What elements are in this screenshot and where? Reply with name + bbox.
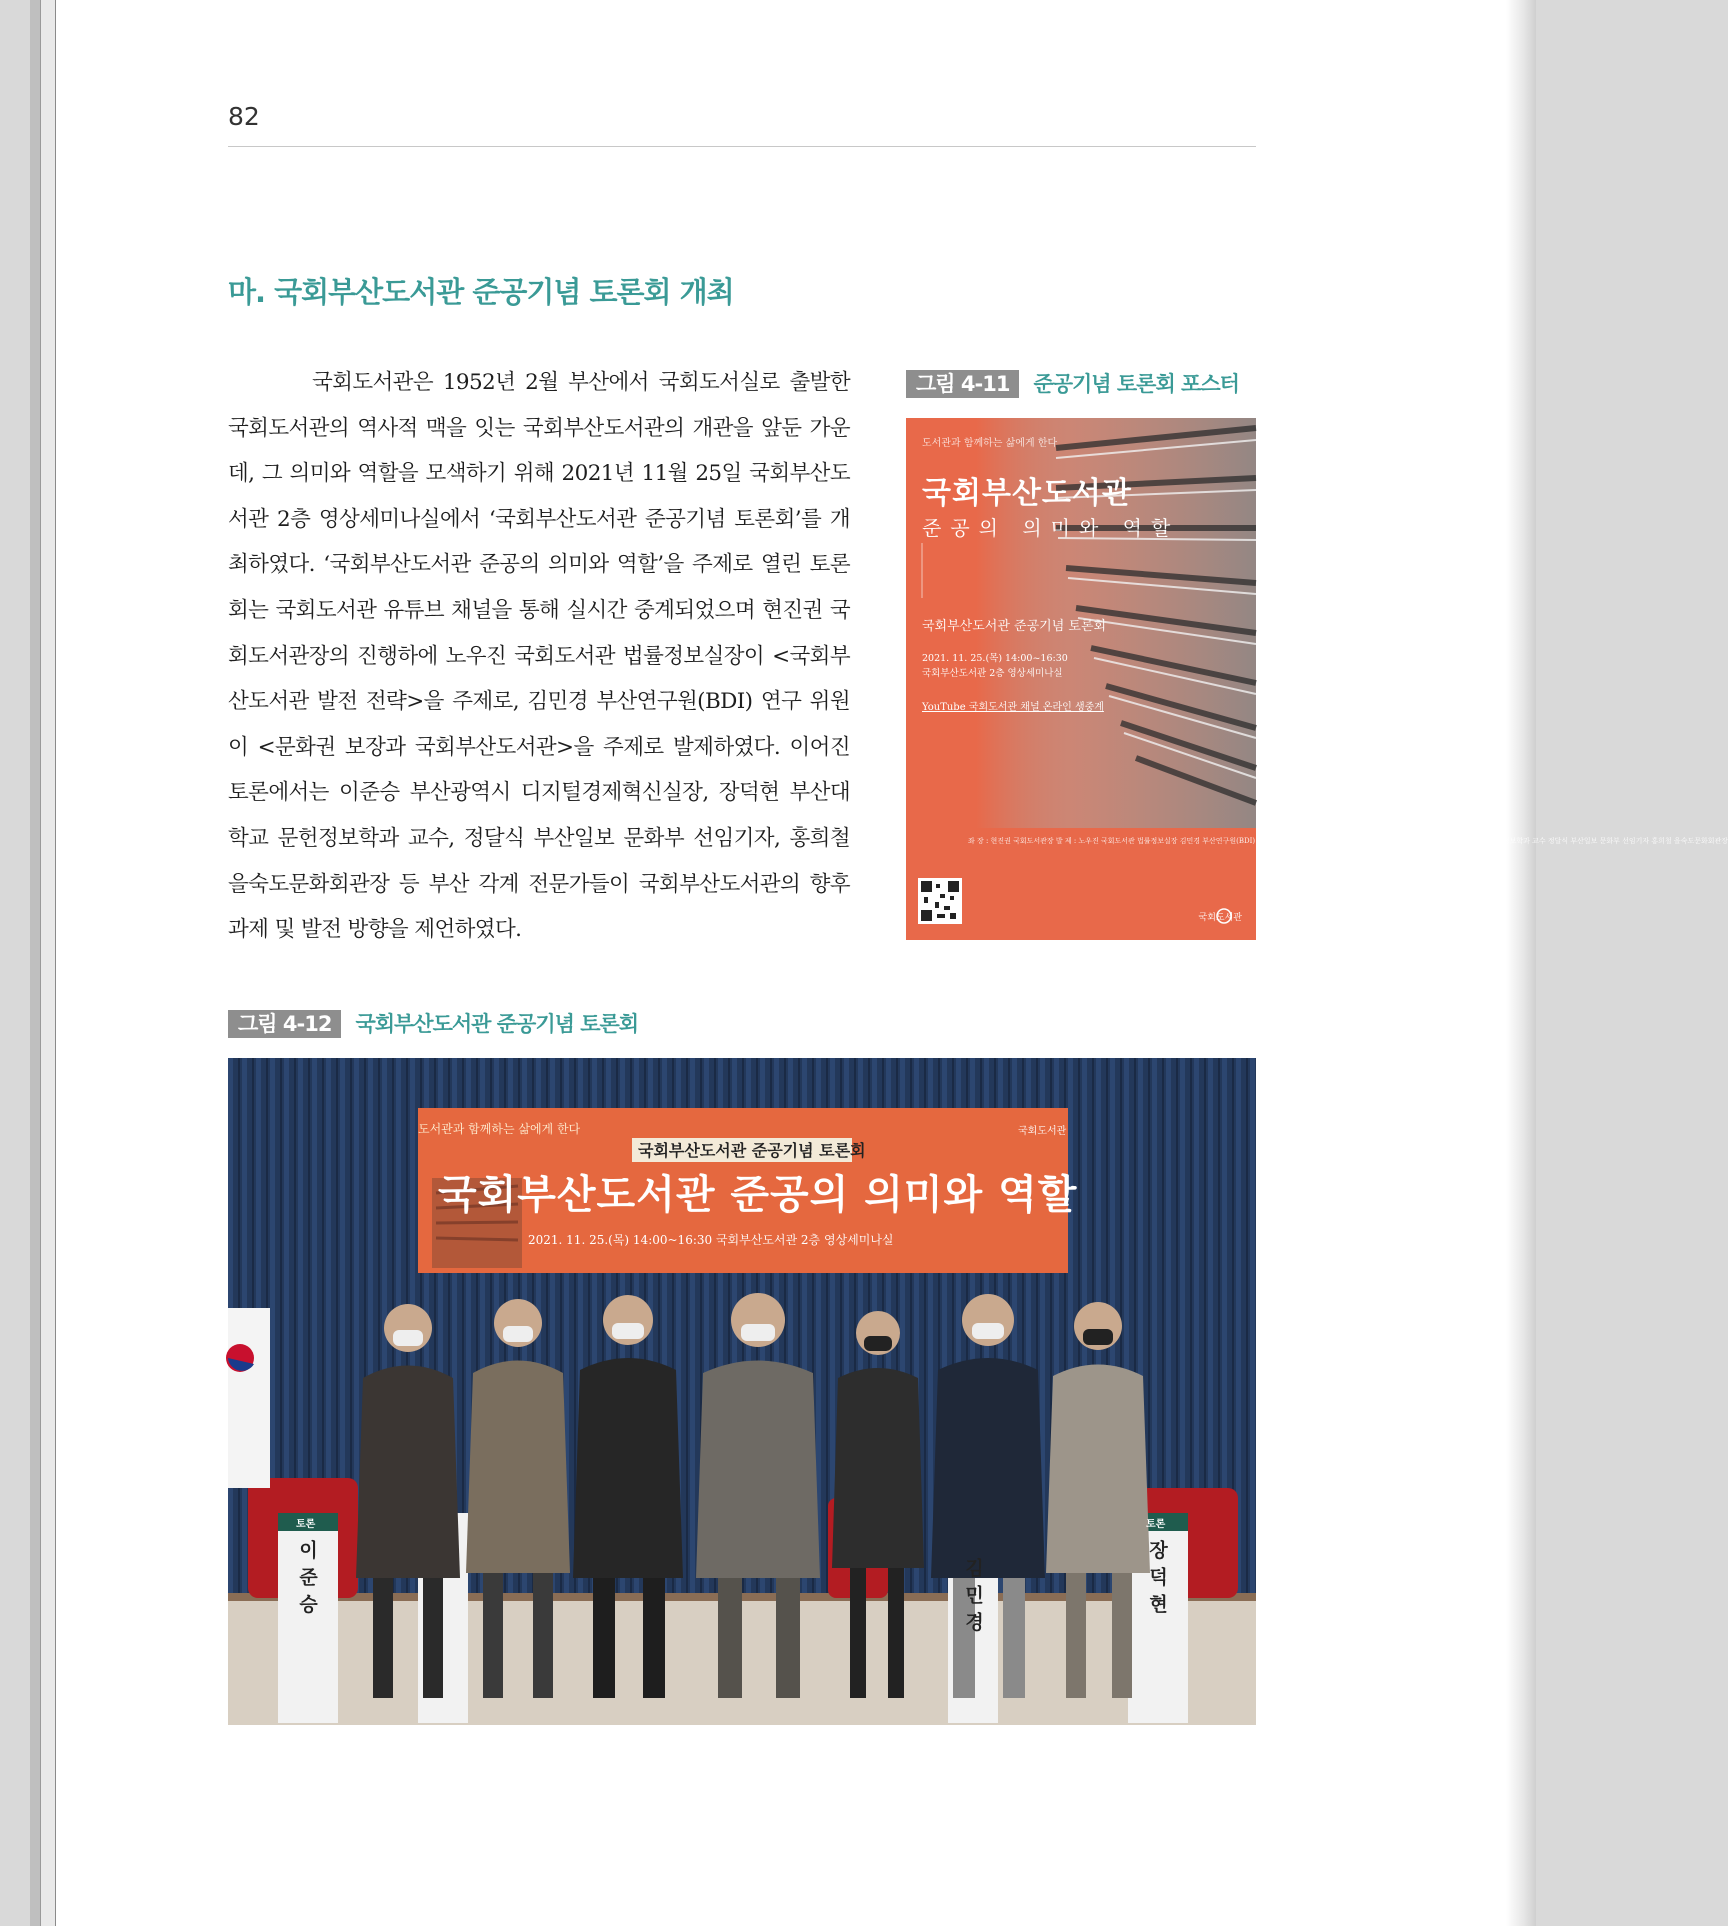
poster-logo: 국회도서관 (1198, 913, 1242, 923)
banner-subtitle: 국회부산도서관 준공기념 토론회 (638, 1141, 866, 1160)
banner-logo: 국회도서관 (1018, 1126, 1067, 1137)
nameplate-role-right: 토론 (1146, 1519, 1166, 1530)
header-rule (228, 146, 1256, 147)
figure-number-badge: 그림 4-11 (906, 370, 1019, 398)
page-number: 82 (228, 102, 260, 131)
nameplate-name-left: 이준승 (296, 1540, 318, 1621)
nameplate-name-right: 장덕현 (1146, 1540, 1168, 1621)
poster-place: 국회부산도서관 2층 영상세미나실 (922, 668, 1063, 679)
figure-4-11-caption (906, 370, 1239, 398)
nameplate-role-left: 토론 (296, 1519, 316, 1530)
banner-title: 국회부산도서관 준공의 의미와 역할 (438, 1171, 1078, 1218)
page-right-shadow (1506, 0, 1536, 1926)
figure-number-badge: 그림 4-12 (228, 1010, 341, 1038)
banner-date: 2021. 11. 25.(목) 14:00~16:30 국회부산도서관 2층 영상세미나실 (528, 1233, 894, 1247)
figure-title: 준공기념 토론회 포스터 (1033, 372, 1239, 396)
poster-tagline: 도서관과 함께하는 삶에게 한다 (922, 438, 1058, 449)
body-paragraph: 국회도서관은 1952년 2월 부산에서 국회도서실로 출발한 국회도서관의 역사적 맥을 잇는 국회부산도서관의 개관을 앞둔 가운데, 그 의미와 역할을 모색하기 위해 2021년 11월 25일 국회부산도서관 2층 영상세미나실에서 ‘국회부산도서관 준공기념 토론회’를 개최하였다. ‘국회부산도서관 준공의 의미와 역할’을 주제로 열린 토론회는 국회도서관 유튜브 채널을 통해 실시간 중계되었으며 현진권 국회도서관장의 진행하에 노우진 국회도서관 법률정보실장이 <국회부산도서관 발전 전략>을 주제로, 김민경 부산연구원(BDI) 연구 위원이 <문화권 보장과 국회부산도서관>을 주제로 발제하였다. 이어진 토론에서는 이준승 부산광역시 디지털경제혁신실장, 장덕현 부산대학교 문헌정보학과 교수, 정달식 부산일보 문화부 선임기자, 홍희철 을숙도문화회관장 등 부산 각계 전문가들이 국회부산도서관의 향후 과제 및 발전 방향을 제언하였다. (228, 370, 850, 943)
poster-credits: 좌 장 : 현진권 국회도서관장 발 제 : 노우진 국회도서관 법률정보실장 김민경 부산연구원(BDI) 연구위원 토 론 : 이준승 부산광역시 디지털경제혁신실장 장덕현 부산대학교 문헌정보학과 교수 정달식 부산일보 문화부 선임기자 홍희철 을숙도문화회관장 (968, 837, 1728, 845)
figure-4-12-caption (228, 1010, 638, 1038)
figure-title: 국회부산도서관 준공기념 토론회 (355, 1012, 639, 1036)
section-heading: 마. 국회부산도서관 준공기념 토론회 개최 (228, 275, 734, 309)
poster-subtitle: 준공의 의미와 역할 (922, 516, 1180, 540)
poster-title: 국회부산도서관 (922, 476, 1132, 511)
nameplate-name-middle: 김민경 (962, 1558, 984, 1639)
banner-tagline: 도서관과 함께하는 삶에게 한다 (418, 1122, 581, 1136)
poster-date: 2021. 11. 25.(목) 14:00~16:30 (922, 653, 1068, 664)
event-poster (906, 418, 1728, 940)
poster-event-name: 국회부산도서관 준공기념 토론회 (922, 619, 1107, 634)
event-group-photo (228, 1058, 1256, 1725)
poster-youtube-notice: YouTube 국회도서관 채널 온라인 생중계 (922, 702, 1104, 713)
qr-code-icon (918, 878, 962, 924)
